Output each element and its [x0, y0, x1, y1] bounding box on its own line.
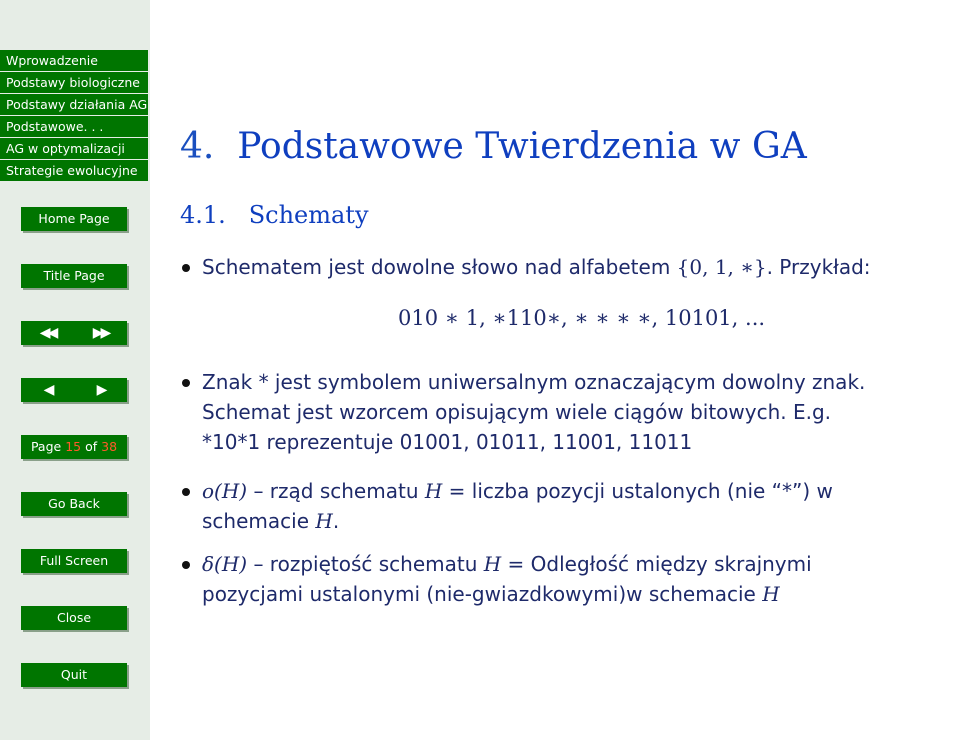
- bullet-order: [202, 476, 956, 536]
- b3-line-2: schemacie: [202, 509, 316, 533]
- b2-line-1: Znak * jest symbolem uniwersalnym oznaczającym dowolny znak.: [202, 370, 866, 394]
- b3-text-2: = liczba pozycji ustalonych (nie “*”) w: [442, 479, 833, 503]
- bullet-wildcard: [202, 367, 956, 457]
- b3-text: – rząd schematu: [247, 479, 425, 503]
- b4-H: H: [483, 552, 502, 576]
- subsection-heading: [180, 201, 369, 229]
- b3-H: H: [424, 479, 443, 503]
- close-button[interactable]: Close: [21, 606, 127, 630]
- b4-text-2: = Odległość między skrajnymi: [501, 552, 812, 576]
- b4-H-2: H: [762, 582, 780, 606]
- b2-line-2: Schemat jest wzorcem opisującym wiele ciągów bitowych. E.g.: [202, 400, 832, 424]
- b2-line-3: *10*1 reprezentuje 01001, 01011, 11001, 11011: [202, 430, 693, 454]
- title-text: Podstawowe Twierdzenia w GA: [237, 126, 807, 167]
- b1-text: Schematem jest dowolne słowo nad alfabetem: [202, 255, 677, 279]
- first-last-nav: [21, 321, 127, 345]
- subsection-text: Schematy: [248, 201, 369, 229]
- bullet-dot: [182, 488, 190, 496]
- b4-line-2: pozycjami ustalonymi (nie-gwiazdkowymi)w schemacie: [202, 582, 763, 606]
- quit-button[interactable]: Quit: [21, 663, 127, 687]
- page-current: 15: [65, 439, 82, 454]
- section-link-podstawowe[interactable]: Podstawowe. . .: [0, 116, 148, 137]
- page-indicator: [21, 435, 127, 459]
- full-screen-button[interactable]: Full Screen: [21, 549, 127, 573]
- b1-set: {0, 1, ∗}: [676, 255, 767, 279]
- last-page-icon[interactable]: ▶▶: [92, 325, 109, 341]
- prev-next-nav: [21, 378, 127, 402]
- section-link-ag-optymalizacji[interactable]: AG w optymalizacji: [0, 138, 148, 159]
- b1-after: . Przykład:: [766, 255, 871, 279]
- slide-content: [150, 0, 960, 740]
- section-link-podstawy-dzialania[interactable]: Podstawy działania AG: [0, 94, 148, 115]
- slide-title: [180, 126, 807, 167]
- bullet-dot: [182, 379, 190, 387]
- next-page-icon[interactable]: ▶: [96, 382, 105, 398]
- bullet-dot: [182, 561, 190, 569]
- title-page-button[interactable]: Title Page: [21, 264, 127, 288]
- previous-page-icon[interactable]: ◀: [43, 382, 52, 398]
- home-page-button[interactable]: Home Page: [21, 207, 127, 231]
- bullet-dot: [182, 264, 190, 272]
- bullet-schema-definition: [202, 252, 956, 282]
- section-link-wprowadzenie[interactable]: Wprowadzenie: [0, 50, 148, 71]
- title-number: 4.: [180, 126, 215, 167]
- section-nav: [0, 50, 150, 182]
- order-symbol: o(H): [202, 479, 248, 503]
- b4-text: – rozpiętość schematu: [247, 552, 484, 576]
- page-of-label: of: [85, 439, 98, 454]
- first-page-icon[interactable]: ◀◀: [39, 325, 56, 341]
- section-link-strategie[interactable]: Strategie ewolucyjne: [0, 160, 148, 181]
- subsection-number: 4.1.: [180, 201, 226, 229]
- navigation-sidebar: [0, 0, 150, 740]
- page-label: Page: [30, 439, 62, 454]
- bullet-length: [202, 549, 956, 609]
- b3-end: .: [332, 509, 340, 533]
- section-link-podstawy-biologiczne[interactable]: Podstawy biologiczne: [0, 72, 148, 93]
- b3-H-2: H: [315, 509, 333, 533]
- schema-example: 010 ∗ 1, ∗110∗, ∗ ∗ ∗ ∗, 10101, ...: [398, 306, 766, 330]
- page-total: 38: [101, 439, 118, 454]
- length-symbol: δ(H): [202, 552, 248, 576]
- go-back-button[interactable]: Go Back: [21, 492, 127, 516]
